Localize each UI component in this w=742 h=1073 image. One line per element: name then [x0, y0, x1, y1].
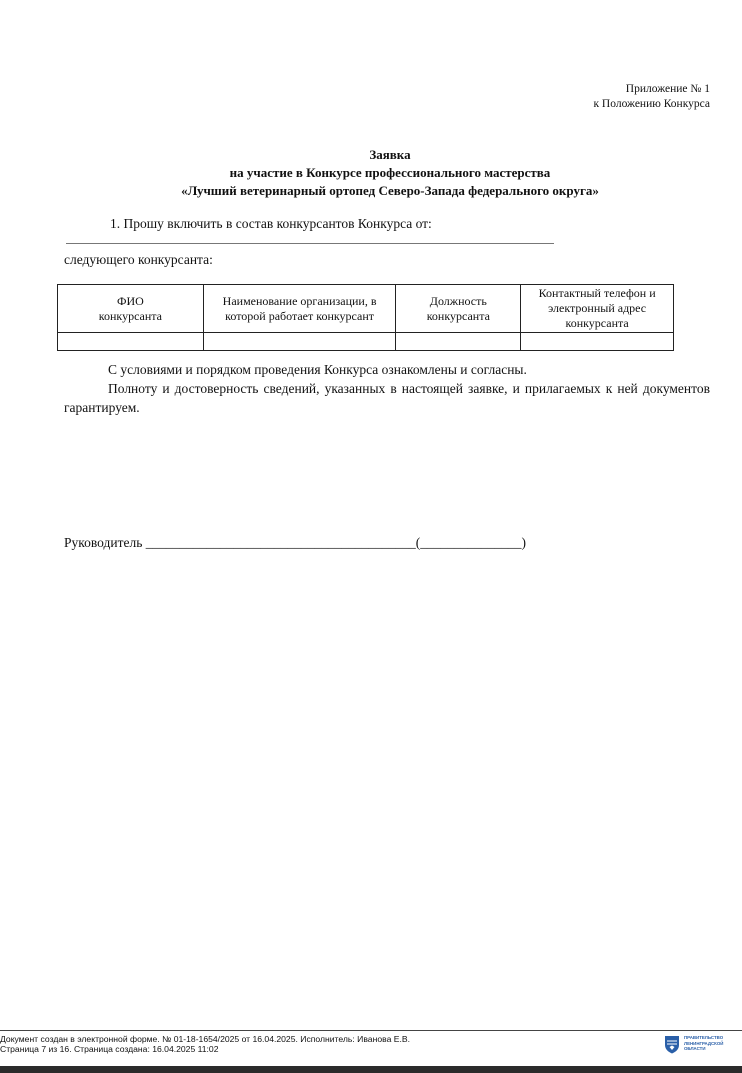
agreement-block [64, 360, 710, 417]
cell-full-name [58, 333, 204, 351]
organization-blank-line [66, 243, 554, 244]
header-position: Должность конкурсанта [396, 285, 521, 333]
footer-divider [0, 1030, 742, 1031]
table-header-row [58, 285, 674, 333]
agreement-paragraph: С условиями и порядком проведения Конкурса ознакомлены и согласны. [108, 362, 527, 377]
title-line-2: на участие в Конкурсе профессионального мастерства [229, 165, 551, 180]
signature-line: Руководитель ________________________________________(_______________) [64, 535, 527, 550]
appendix-line-1: Приложение № 1 [625, 83, 710, 95]
appendix-line-2: к Положению Конкурса [593, 98, 710, 110]
header-full-name: ФИО конкурсанта [58, 285, 204, 333]
title-line-1: Заявка [369, 147, 411, 162]
footer-info [0, 1034, 410, 1054]
request-paragraph: 1. Прошу включить в состав конкурсантов Конкурса от: [110, 216, 432, 231]
appendix-note [593, 82, 710, 112]
header-contacts: Контактный телефон и электронный адрес конкурсанта [521, 285, 674, 333]
coat-of-arms-icon [664, 1035, 680, 1054]
next-participant-label: следующего конкурсанта: [64, 252, 213, 267]
participant-table [57, 284, 674, 351]
header-organization: Наименование организации, в которой работает конкурсант [203, 285, 396, 333]
guarantee-paragraph: Полноту и достоверность сведений, указанных в настоящей заявке, и прилагаемых к ней документов гарантируем. [64, 381, 710, 415]
bottom-bar [0, 1066, 742, 1073]
government-logo [664, 1033, 740, 1057]
cell-contacts [521, 333, 674, 351]
title-line-3: «Лучший ветеринарный ортопед Северо-Запада федерального округа» [181, 183, 599, 198]
table-row [58, 333, 674, 351]
document-title [0, 146, 742, 200]
cell-organization [203, 333, 396, 351]
logo-text: ПРАВИТЕЛЬСТВО ЛЕНИНГРАДСКОЙ ОБЛАСТИ [684, 1035, 724, 1051]
footer-line-2: Страница 7 из 16. Страница создана: 16.04.2025 11:02 [0, 1044, 219, 1054]
cell-position [396, 333, 521, 351]
footer-line-1: Документ создан в электронной форме. № 01-18-1654/2025 от 16.04.2025. Исполнитель: Иванова Е.В. [0, 1034, 410, 1044]
